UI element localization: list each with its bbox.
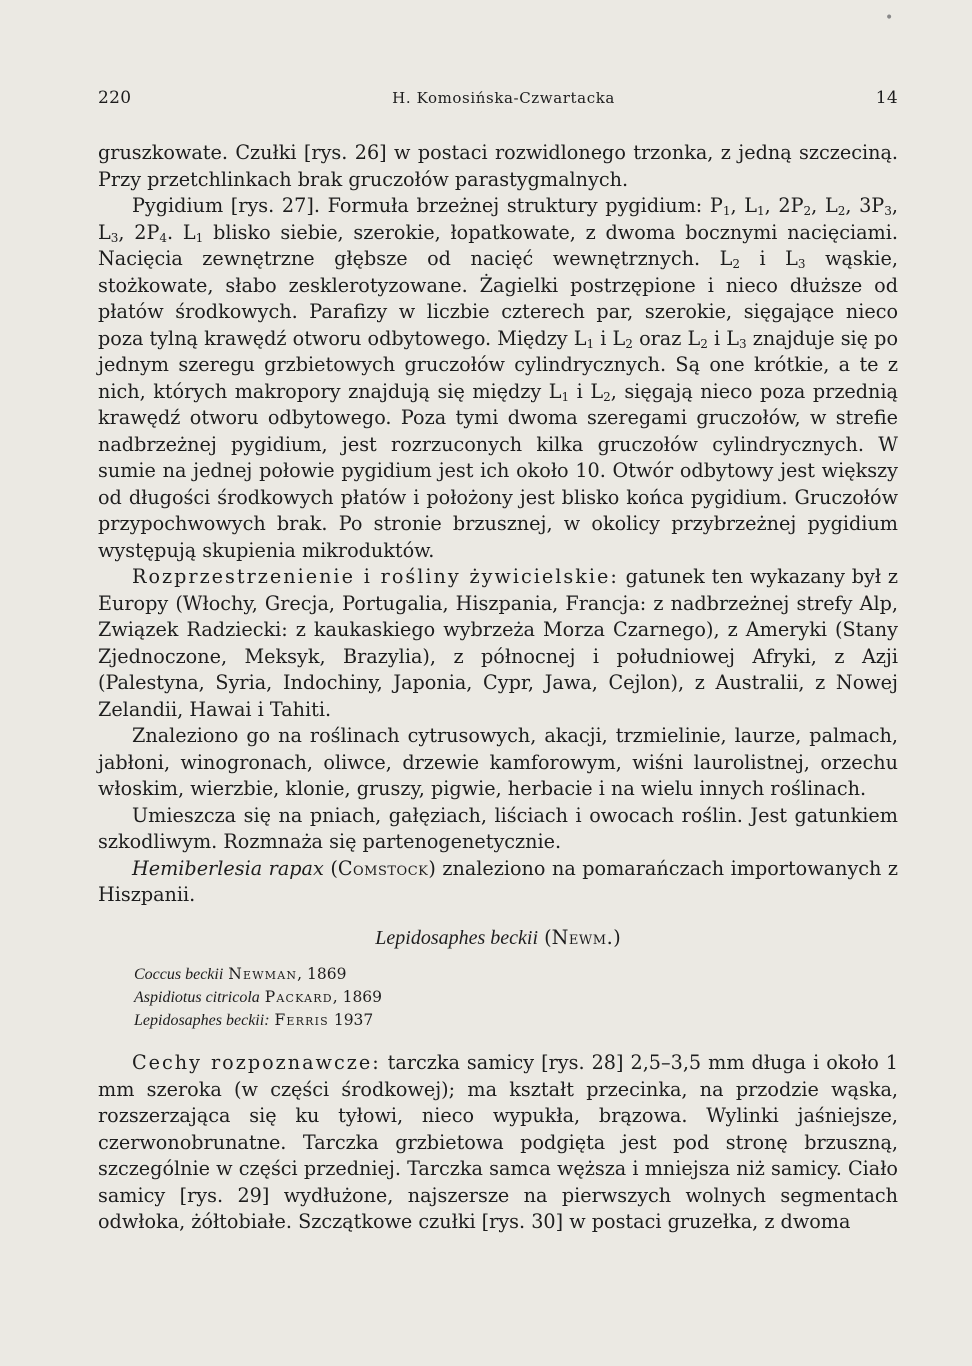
document-page: [98, 88, 898, 1236]
body-text: [98, 140, 898, 1236]
synonym-item: Coccus beckii Newman, 1869: [134, 965, 347, 983]
section-number: 14: [875, 88, 898, 108]
distribution-label: Rozprzestrzenienie i rośliny żywicielskie:: [132, 565, 619, 588]
paragraph-antennae: gruszkowate. Czułki [rys. 26] w postaci rozwidlonego trzonka, z jedną szczeciną. Przy przetchlinkach brak gruczołów parastygmalnych.: [98, 141, 898, 191]
species-heading: Lepidosaphes beckii (Newm.): [375, 925, 621, 949]
running-head: [98, 88, 898, 108]
paragraph-distribution: Rozprzestrzenienie i rośliny żywicielskie: gatunek ten wykazany był z Europy (Włochy, Grecja, Portugalia, Hiszpania, Francja: z nadbrzeżnej strefy Alp, Związek Radziecki: z kaukaskiego wybrzeża Morza Czarnego), z Ameryki (Stany Zjednoczone, Meksyk, Brazylia), z północnej i południowej Afryki, z Azji (Palestyna, Syria, Indochiny, Japonia, Cypr, Jawa, Cejlon), z Australii, z Nowej Zelandii, Hawai i Tahiti.: [98, 565, 899, 721]
diagnostic-label: Cechy rozpoznawcze:: [132, 1051, 381, 1074]
synonym-item: Aspidiotus citricola Packard, 1869: [134, 988, 383, 1006]
synonym-list: [98, 963, 898, 1032]
synonym-item: Lepidosaphes beckii: Ferris 1937: [134, 1011, 374, 1029]
scan-speck: •: [885, 10, 894, 26]
species-name-hemiberlesia: Hemiberlesia rapax: [132, 856, 324, 880]
paragraph-pygidium: Pygidium [rys. 27]. Formuła brzeżnej struktury pygidium: $P_1$, $L_1$, $2P_2$, $L_2$, $3P_3$, $L_3$, $2P_4$. $L_1$ blisko siebie, szerokie, łopatkowate, z dwoma bocznymi nacięciami. Nacięcia zewnętrzne głębsze od nacięć wewnętrznych. $L_2$ i $L_3$ wąskie, stożkowate, słabo zesklerotyzowane. Żagielki postrzępione i nieco dłuższe od płatów środkowych. Parafizy w liczbie czterech par, szerokie, sięgające nieco poza tylną krawędź otworu odbytowego. Między $L_1$ i $L_2$ oraz $L_2$ i $L_3$ znajduje się po jednym szeregu grzbietowych gruczołów cylindrycznych. Są one krótkie, a te z nich, których makropory znajdują się między $L_1$ i $L_2$, sięgają nieco poza przednią krawędź otworu odbytowego. Poza tymi dwoma szeregami gruczołów, w strefie nadbrzeżnej pygidium, jest rozrzuconych kilka gruczołów cylindrycznych. W sumie na jednej połowie pygidium jest ich około 10. Otwór odbytowy jest większy od długości środkowych płatów i położony jest blisko końca pygidium. Gruczołów przypochwowych brak. Po stronie brzusznej, w okolicy przybrzeżnej pygidium występują skupienia mikroduktów.: [98, 194, 898, 562]
paragraph-habits: Umieszcza się na pniach, gałęziach, liściach i owocach roślin. Jest gatunkiem szkodliwym. Rozmnaża się partenogenetycznie.: [98, 803, 898, 853]
paragraph-diagnostic-features: Cechy rozpoznawcze: tarczka samicy [rys. 28] 2,5–3,5 mm długa i około 1 mm szeroka (w części środkowej); ma kształt przecinka, na przodzie wąska, rozszerzająca się ku tyłowi, nieco wypukła, brązowa. Wylinki jaśniejsze, czerwonobrunatne. Tarczka grzbietowa podgięta jest pod stronę brzuszną, szczególnie w części przedniej. Tarczka samca węższa i mniejsza niż samicy. Ciało samicy [rys. 29] wydłużone, najszersze na pierwszych wolnych segmentach odwłoka, żółtobiałe. Szczątkowe czułki [rys. 30] w postaci gruzełka, z dwoma: [98, 1051, 898, 1233]
paragraph-hemiberlesia: Hemiberlesia rapax (Comstock) znaleziono na pomarańczach importowanych z Hiszpanii.: [98, 856, 898, 906]
species-heading-author: Newm.: [551, 925, 614, 949]
paragraph-host-plants: Znaleziono go na roślinach cytrusowych, akacji, trzmielinie, laurze, palmach, jabłoni, winogronach, oliwce, drzewie kamforowym, wiśni laurolistnej, orzechu włoskim, wierzbie, klonie, gruszy, pigwie, herbacie i na wielu innych roślinach.: [98, 724, 898, 800]
page-number: 220: [98, 88, 132, 108]
running-head-author: H. Komosińska-Czwartacka: [392, 89, 615, 107]
species-heading-name: Lepidosaphes beckii: [375, 926, 539, 949]
